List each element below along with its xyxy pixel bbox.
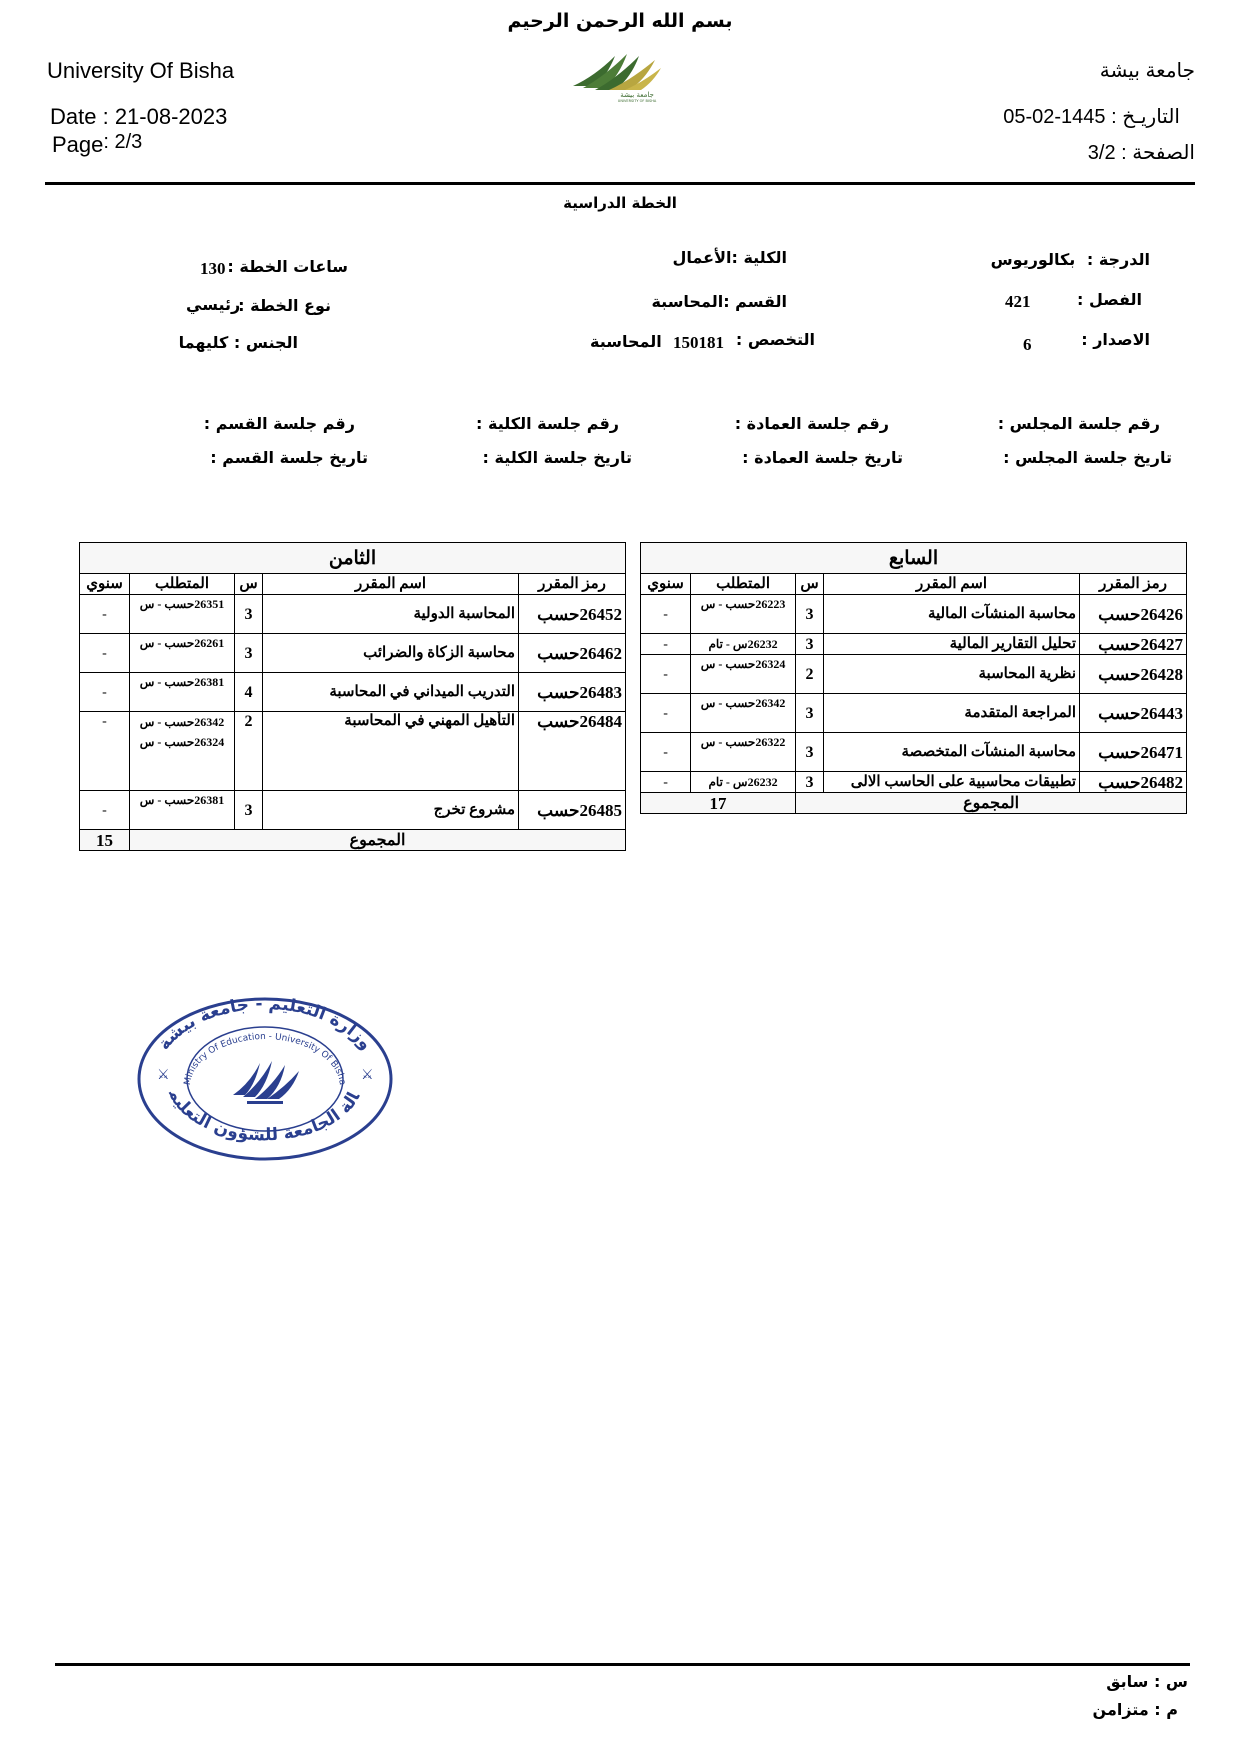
eighth-semester-title: الثامن [80,543,626,574]
table-row: 26483حسب التدريب الميداني في المحاسبة 4 26381حسب - س - [80,673,626,712]
table-row: 26427حسب تحليل التقارير المالية 3 26232س - تام - [641,634,1187,655]
gender-field: الجنس : كليهما [178,333,298,352]
council-meeting-no: رقم جلسة المجلس : [997,414,1160,433]
table-row: 26471حسب محاسبة المنشآت المتخصصة 3 26322حسب - س - [641,733,1187,772]
plan-type-label: نوع الخطة : [238,296,331,315]
dept-meeting-no: رقم جلسة القسم : [203,414,355,433]
legend-prior: س : سابق [1106,1672,1188,1691]
version-value: 6 [1023,335,1032,354]
plan-title: الخطة الدراسية [563,194,677,212]
seventh-semester-title: السابع [641,543,1187,574]
major-code: 150181 [673,333,724,352]
table-row: 26482حسب تطبيقات محاسبية على الحاسب الالى 3 26232س - تام - [641,772,1187,793]
emblem-icon: ⚔ [361,1067,374,1083]
college-meeting-date: تاريخ جلسة الكلية : [482,448,632,467]
major-value: المحاسبة [590,332,662,351]
col-yearly: سنوي [80,574,130,595]
stamp-bottom-text: الة الجامعة للشؤون التعليم [164,1086,365,1146]
department-field: القسم :المحاسبة [651,292,787,311]
seventh-semester-table [640,542,1187,814]
page-en: Page: 2/3 [52,131,143,157]
table-row: 26426حسب محاسبة المنشآت المالية 3 26223حسب - س - [641,595,1187,634]
degree-field: الدرجة : بكالوريوس [990,250,1150,269]
svg-text:وزارة التعليم - جامعة بيشة [154,995,376,1054]
logo-caption: جامعة بيشة [620,91,654,99]
col-yearly: سنوي [641,574,691,595]
col-prereq: المتطلب [691,574,796,595]
university-name-en: University Of Bisha [47,58,235,83]
date-en: Date : 21-08-2023 [50,104,228,129]
col-code: رمز المقرر [1080,574,1187,595]
col-hours: س [235,574,263,595]
college-meeting-no: رقم جلسة الكلية : [476,414,619,433]
footer-divider [55,1663,1190,1666]
stamp-inner-text: Ministry Of Education - University Of Bisha [182,1031,348,1086]
table-row: 26484حسب التأهيل المهني في المحاسبة 2 26342حسب - س 26324حسب - س - [80,712,626,791]
eighth-semester-table [79,542,626,851]
total-row [641,793,1187,814]
table-row: 26485حسب مشروع تخرج 3 26381حسب - س - [80,791,626,830]
date-ar: التاريـخ : 1445-02-05 [1003,106,1180,128]
col-name: اسم المقرر [824,574,1080,595]
semester-value: 421 [1005,292,1031,311]
eighth-total-label: المجموع [130,830,626,851]
semester-label: الفصل : [1076,290,1142,309]
total-row [80,830,626,851]
deanship-meeting-date: تاريخ جلسة العمادة : [742,448,903,467]
version-label: الاصدار : [1081,330,1150,349]
hours-label: ساعات الخطة : [227,257,348,276]
table-row: 26428حسب نظرية المحاسبة 2 26324حسب - س - [641,655,1187,694]
table-row: 26462حسب محاسبة الزكاة والضرائب 3 26261حسب - س - [80,634,626,673]
plan-type-value: رئيسي [186,295,241,314]
university-logo [565,46,665,102]
logo-caption-en: UNIVERSITY OF BISHA [617,99,657,102]
hours-value: 130 [200,259,226,278]
college-field: الكلية :الأعمال [672,248,787,267]
dept-meeting-date: تاريخ جلسة القسم : [210,448,368,467]
col-hours: س [796,574,824,595]
legend-concurrent: م : متزامن [1092,1700,1178,1719]
page-ar: الصفحة : 3/2 [1087,142,1195,164]
basmala: بسم الله الرحمن الرحيم [507,10,733,32]
stamp-logo-icon [233,1061,299,1104]
official-stamp [135,995,395,1163]
deanship-meeting-no: رقم جلسة العمادة : [734,414,889,433]
stamp-outer-text: وزارة التعليم - جامعة بيشة [154,995,376,1055]
col-name: اسم المقرر [263,574,519,595]
col-code: رمز المقرر [519,574,626,595]
university-name-ar: جامعة بيشة [1099,60,1195,82]
council-meeting-date: تاريخ جلسة المجلس : [1003,448,1172,467]
table-row: 26443حسب المراجعة المتقدمة 3 26342حسب - س - [641,694,1187,733]
eighth-total-value: 15 [80,830,130,851]
emblem-icon: ⚔ [157,1067,170,1083]
header-divider [45,182,1195,185]
seventh-total-label: المجموع [796,793,1187,814]
seventh-total-value: 17 [641,793,796,814]
col-prereq: المتطلب [130,574,235,595]
table-row: 26452حسب المحاسبة الدولية 3 26351حسب - س - [80,595,626,634]
major-label: التخصص : [735,330,815,349]
